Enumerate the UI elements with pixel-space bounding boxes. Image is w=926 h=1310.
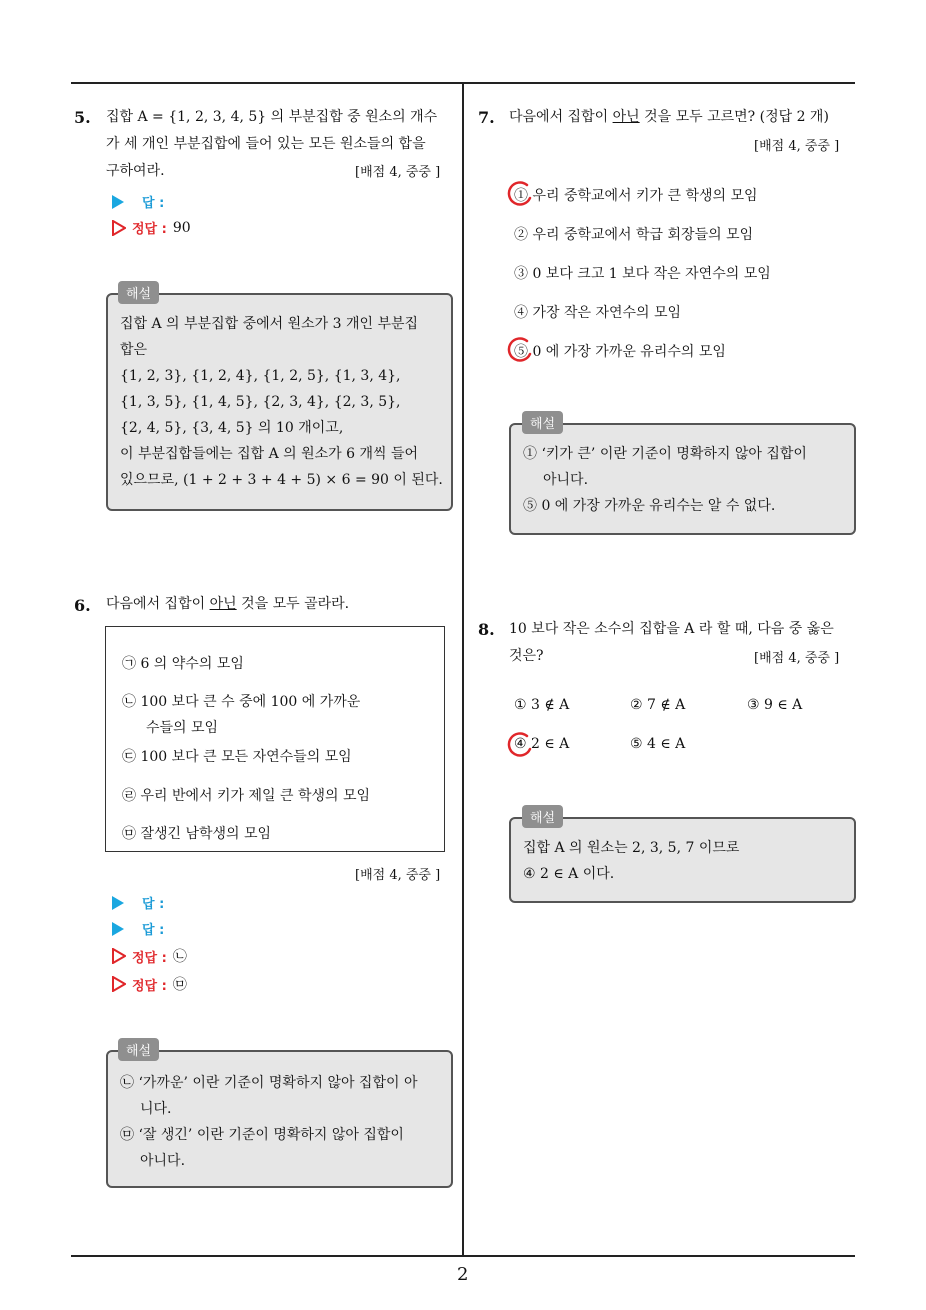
question-6-answer-row-1[interactable] xyxy=(112,893,164,912)
question-6-underlined: 아닌 xyxy=(209,596,237,612)
explanation-body xyxy=(120,1070,450,1174)
explanation-line: 아니다. xyxy=(543,472,589,488)
play-icon xyxy=(112,195,124,209)
explanation-line: {2, 4, 5}, {3, 4, 5} 의 10 개이고, xyxy=(120,420,344,436)
explanation-line: 집합 A 의 부분집합 중에서 원소가 3 개인 부분집 xyxy=(120,316,419,332)
outline-play-icon xyxy=(112,948,126,964)
correct-label: 정답 : xyxy=(132,978,167,994)
correct-label: 정답 : xyxy=(132,950,167,966)
explanation-line: 합은 xyxy=(120,342,148,358)
question-7-text-before: 다음에서 집합이 xyxy=(509,109,613,125)
play-icon xyxy=(112,896,124,910)
explanation-body xyxy=(523,835,853,887)
question-6-number: 6. xyxy=(74,596,91,615)
question-6-meta: [배점 4, 중중 ] xyxy=(355,868,441,883)
explanation-line: {1, 2, 3}, {1, 2, 4}, {1, 2, 5}, {1, 3, 4}, xyxy=(120,368,401,384)
answer-label: 답 : xyxy=(142,196,165,211)
correct-circle-mark-icon xyxy=(505,335,535,365)
column-divider xyxy=(462,84,464,1256)
question-5-correct-row xyxy=(112,218,191,237)
option-d: ㉣ 우리 반에서 키가 제일 큰 학생의 모임 xyxy=(122,788,371,804)
question-5-line: 가 세 개인 부분집합에 들어 있는 모든 원소들의 합을 xyxy=(106,136,426,152)
correct-value: 90 xyxy=(172,219,191,236)
question-8-explanation xyxy=(509,817,856,903)
question-7-number: 7. xyxy=(478,108,495,127)
question-6-text xyxy=(106,591,349,618)
question-5-number: 5. xyxy=(74,108,91,127)
explanation-line: ⑤ 0 에 가장 가까운 유리수는 알 수 없다. xyxy=(523,498,776,514)
correct-value: ㉡ xyxy=(172,949,187,965)
correct-circle-mark-icon xyxy=(505,730,535,760)
question-5-explanation xyxy=(106,293,453,511)
q7-option-1[interactable]: ① 우리 중학교에서 키가 큰 학생의 모임 xyxy=(514,188,758,204)
question-6-options-box xyxy=(105,626,445,852)
q8-option-2[interactable]: ② 7 ∉ A xyxy=(630,697,686,713)
question-8-line: 것은? xyxy=(509,648,544,664)
page-number: 2 xyxy=(457,1264,469,1285)
question-8-line: 10 보다 작은 소수의 집합을 A 라 할 때, 다음 중 옳은 xyxy=(509,621,834,637)
explanation-line: 집합 A 의 원소는 2, 3, 5, 7 이므로 xyxy=(523,840,740,856)
outline-play-icon xyxy=(112,220,126,236)
explanation-line: {1, 3, 5}, {1, 4, 5}, {2, 3, 4}, {2, 3, 5}, xyxy=(120,394,401,410)
question-5-meta: [배점 4, 중중 ] xyxy=(355,165,441,180)
correct-circle-mark-icon xyxy=(505,179,535,209)
explanation-tag: 해설 xyxy=(522,411,563,434)
explanation-body xyxy=(120,311,450,493)
question-7-underlined: 아닌 xyxy=(612,109,640,125)
question-6-text-after: 것을 모두 골라라. xyxy=(236,596,350,612)
question-8-meta: [배점 4, 중중 ] xyxy=(754,651,840,666)
q8-option-1[interactable]: ① 3 ∉ A xyxy=(514,697,570,713)
q8-option-4[interactable]: ④ 2 ∈ A xyxy=(514,736,570,752)
explanation-line: 니다. xyxy=(140,1101,172,1117)
q7-option-3[interactable]: ③ 0 보다 크고 1 보다 작은 자연수의 모임 xyxy=(514,266,771,282)
q7-option-5[interactable]: ⑤ 0 에 가장 가까운 유리수의 모임 xyxy=(514,344,726,360)
explanation-tag: 해설 xyxy=(118,1038,159,1061)
explanation-line: ㉡ ‘가까운’ 이란 기준이 명확하지 않아 집합이 아 xyxy=(120,1075,418,1091)
question-7-meta: [배점 4, 중중 ] xyxy=(754,139,840,154)
q8-option-5[interactable]: ⑤ 4 ∈ A xyxy=(630,736,686,752)
question-7-text-after: 것을 모두 고르면? (정답 2 개) xyxy=(639,109,829,125)
explanation-line: 아니다. xyxy=(140,1153,186,1169)
option-c: ㉢ 100 보다 큰 모든 자연수들의 모임 xyxy=(122,749,352,765)
question-7-explanation xyxy=(509,423,856,535)
question-6-answer-row-2[interactable] xyxy=(112,919,164,938)
correct-value: ㉤ xyxy=(172,977,187,993)
explanation-line: 있으므로, (1 + 2 + 3 + 4 + 5) × 6 = 90 이 된다. xyxy=(120,472,443,488)
question-7-text xyxy=(509,104,829,131)
option-b: ㉡ 100 보다 큰 수 중에 100 에 가까운 xyxy=(122,694,361,710)
answer-label: 답 : xyxy=(142,897,165,912)
explanation-body xyxy=(523,441,853,519)
question-5-line: 구하여라. xyxy=(106,163,165,179)
play-icon xyxy=(112,922,124,936)
question-6-explanation xyxy=(106,1050,453,1188)
explanation-line: 이 부분집합들에는 집합 A 의 원소가 6 개씩 들어 xyxy=(120,446,419,462)
q8-option-3[interactable]: ③ 9 ∈ A xyxy=(747,697,803,713)
question-6-text-before: 다음에서 집합이 xyxy=(106,596,210,612)
question-6-correct-row-2 xyxy=(112,974,187,994)
option-e: ㉤ 잘생긴 남학생의 모임 xyxy=(122,826,272,842)
explanation-line: ① ‘키가 큰’ 이란 기준이 명확하지 않아 집합이 xyxy=(523,446,807,462)
explanation-line: ㉤ ‘잘 생긴’ 이란 기준이 명확하지 않아 집합이 xyxy=(120,1127,404,1143)
question-5-answer-row[interactable] xyxy=(112,192,164,211)
outline-play-icon xyxy=(112,976,126,992)
q7-option-2[interactable]: ② 우리 중학교에서 학급 회장들의 모임 xyxy=(514,227,754,243)
answer-label: 답 : xyxy=(142,923,165,938)
explanation-tag: 해설 xyxy=(522,805,563,828)
option-a: ㉠ 6 의 약수의 모임 xyxy=(122,656,244,672)
question-8-number: 8. xyxy=(478,620,495,639)
question-5-line: 집합 A = {1, 2, 3, 4, 5} 의 부분집합 중 원소의 개수 xyxy=(106,109,438,125)
question-6-correct-row-1 xyxy=(112,946,187,966)
correct-label: 정답 : xyxy=(132,222,167,237)
bottom-rule xyxy=(71,1255,855,1257)
explanation-line: ④ 2 ∈ A 이다. xyxy=(523,866,615,882)
option-b-cont: 수들의 모임 xyxy=(146,720,219,736)
q7-option-4[interactable]: ④ 가장 작은 자연수의 모임 xyxy=(514,305,682,321)
explanation-tag: 해설 xyxy=(118,281,159,304)
